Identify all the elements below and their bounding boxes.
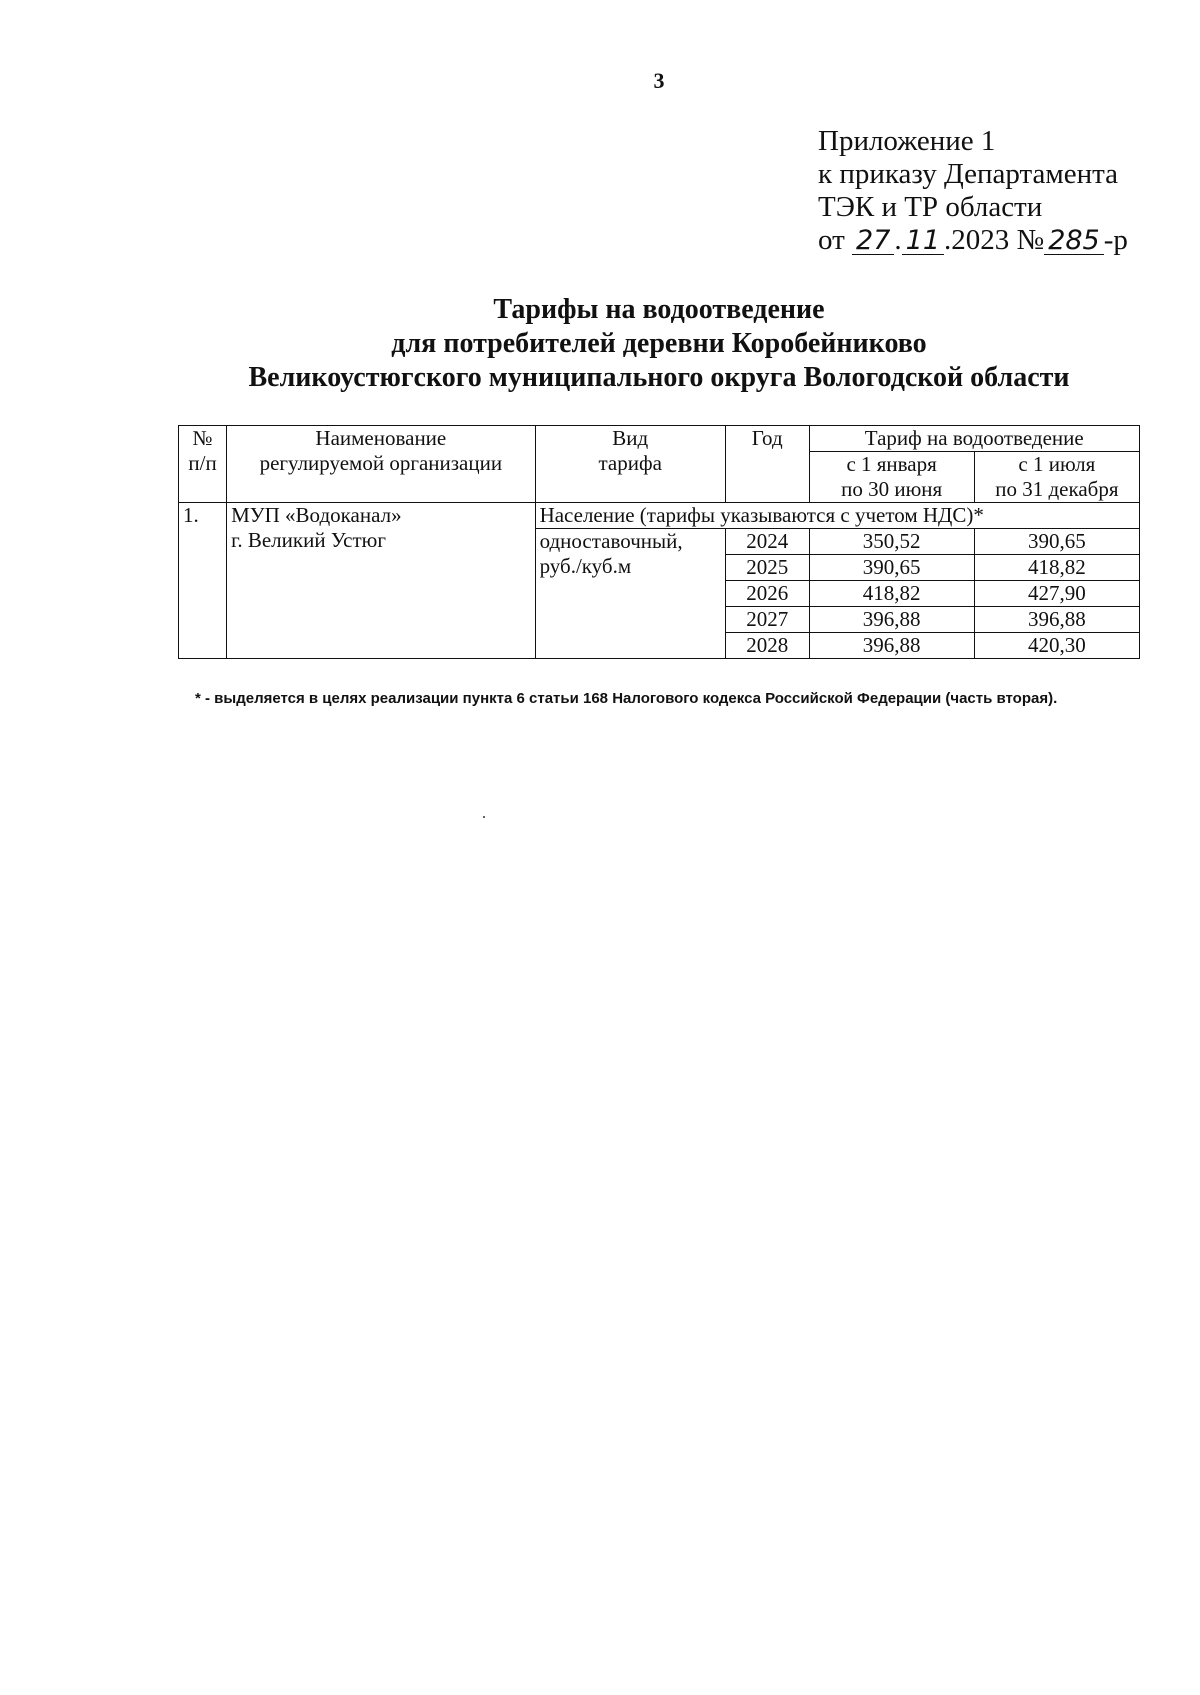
page-number: 3 <box>653 68 665 93</box>
title-line-3: Великоустюгского муниципального округа Вологодской области <box>248 362 1070 393</box>
footnote: * - выделяется в целях реализации пункта 6 статьи 168 Налогового кодекса Российской Федерации (часть вторая). <box>195 690 1058 707</box>
tariff-h2-cell: 390,65 <box>974 529 1139 555</box>
tariff-h2-cell: 427,90 <box>974 581 1139 607</box>
tariff-h2-cell: 418,82 <box>974 555 1139 581</box>
handwritten-order-number: 285 <box>1044 228 1104 255</box>
title-line-1: Тарифы на водоотведение <box>493 294 825 325</box>
header-row <box>179 426 1140 452</box>
year-cell: 2026 <box>725 581 809 607</box>
document-title <box>0 293 1200 395</box>
year-cell: 2028 <box>725 633 809 659</box>
tariff-h1-cell: 396,88 <box>809 607 974 633</box>
appendix-line-2: к приказу Департамента <box>818 158 1119 190</box>
tariff-type: одноставочный, руб./куб.м <box>535 529 725 659</box>
tariff-h1-cell: 418,82 <box>809 581 974 607</box>
header-organization: Наименование регулируемой организации <box>227 426 535 503</box>
header-year: Год <box>725 426 809 503</box>
year-cell: 2024 <box>725 529 809 555</box>
scan-speck <box>483 816 485 818</box>
handwritten-month: 11 <box>902 228 944 255</box>
tariff-h1-cell: 350,52 <box>809 529 974 555</box>
group-row <box>179 503 1140 529</box>
header-num: № п/п <box>179 426 227 503</box>
date-year: .2023 № <box>944 224 1045 256</box>
tariff-h2-cell: 396,88 <box>974 607 1139 633</box>
year-cell: 2025 <box>725 555 809 581</box>
date-prefix: от <box>818 224 845 256</box>
appendix-date-line <box>818 224 1128 257</box>
consumer-group-label: Население (тарифы указываются с учетом НДС)* <box>535 503 1139 529</box>
tariff-h2-cell: 420,30 <box>974 633 1139 659</box>
year-cell: 2027 <box>725 607 809 633</box>
order-suffix: -р <box>1103 224 1128 256</box>
header-tariff: Тариф на водоотведение <box>809 426 1139 452</box>
header-period-2: с 1 июля по 31 декабря <box>974 452 1139 503</box>
tariff-h1-cell: 390,65 <box>809 555 974 581</box>
date-dot: . <box>894 224 902 256</box>
appendix-block <box>818 125 1128 257</box>
tariff-table <box>178 425 1140 659</box>
header-tariff-type: Вид тарифа <box>535 426 725 503</box>
appendix-line-1: Приложение 1 <box>818 125 996 157</box>
handwritten-day: 27 <box>852 228 894 255</box>
row-number: 1. <box>179 503 227 659</box>
appendix-line-3: ТЭК и ТР области <box>818 191 1043 223</box>
header-period-1: с 1 января по 30 июня <box>809 452 974 503</box>
tariff-h1-cell: 396,88 <box>809 633 974 659</box>
organization-name: МУП «Водоканал» г. Великий Устюг <box>227 503 535 659</box>
title-line-2: для потребителей деревни Коробейниково <box>391 328 927 359</box>
